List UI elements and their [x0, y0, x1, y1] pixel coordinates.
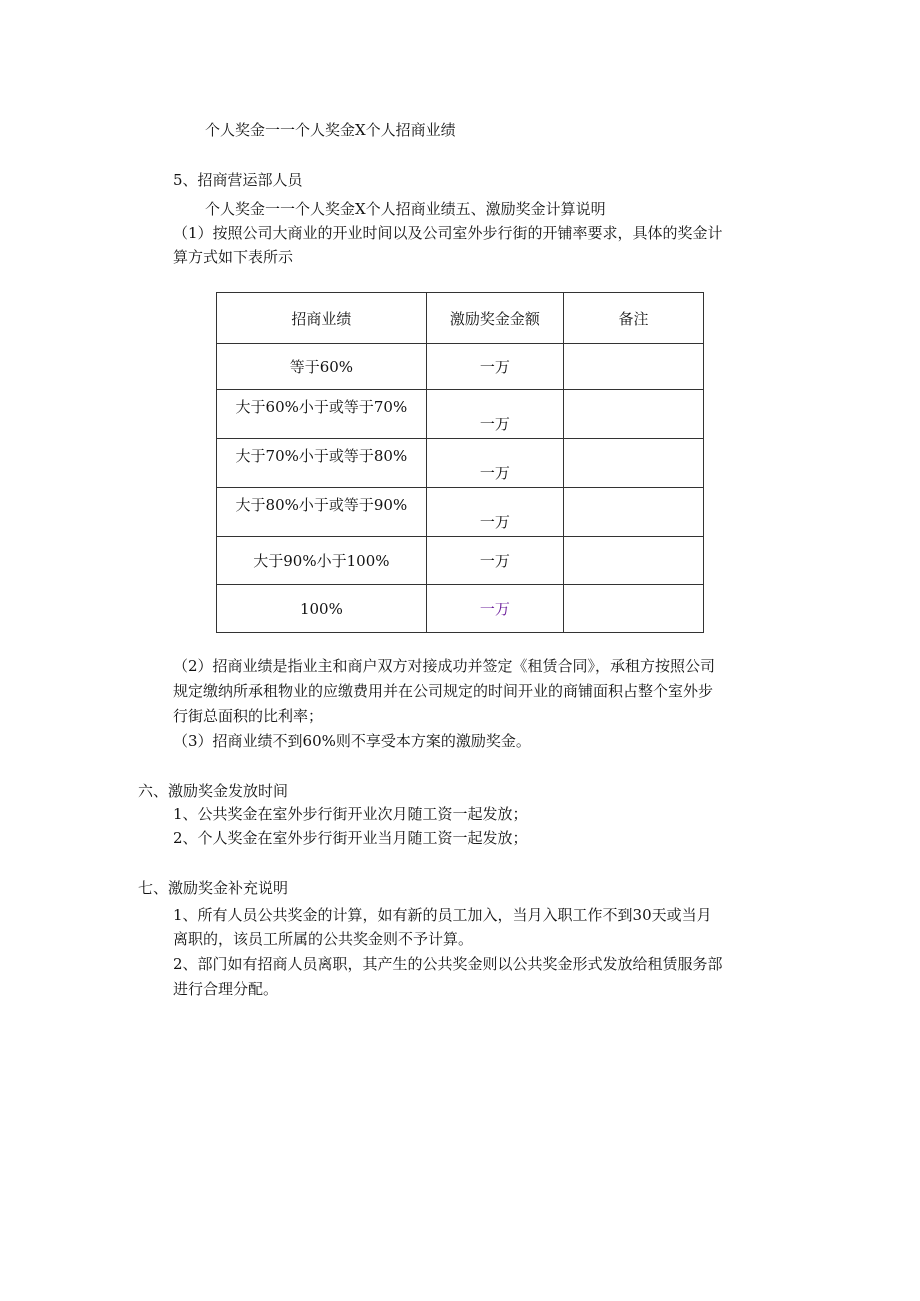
- table-row: [217, 439, 704, 488]
- cell-amount: [426, 390, 563, 439]
- cell-performance: 100%: [217, 585, 427, 633]
- cell-note: [563, 390, 703, 439]
- paragraph-personal-bonus-formula-2: 个人奖金一一个人奖金X个人招商业绩五、激励奖金计算说明: [205, 200, 606, 218]
- cell-performance-text: 大于80%小于或等于90%: [235, 496, 408, 514]
- section-7-item-1-line1: 1、所有人员公共奖金的计算，如有新的员工加入，当月入职工作不到30天或当月: [173, 906, 712, 924]
- cell-performance: 等于60%: [217, 344, 427, 390]
- cell-amount: 一万: [426, 585, 563, 633]
- section-6-title: 六、激励奖金发放时间: [138, 782, 289, 800]
- paragraph-personal-bonus-formula: 个人奖金一一个人奖金X个人招商业绩: [205, 121, 456, 139]
- cell-performance-text: 大于60%小于或等于70%: [235, 398, 408, 416]
- table-row: [217, 585, 704, 633]
- cell-note: [563, 537, 703, 585]
- header-note: 备注: [563, 293, 703, 344]
- header-bonus-amount: 激励奖金金额: [426, 293, 563, 344]
- cell-note: [563, 344, 703, 390]
- paragraph-calculation-intro-line2: 算方式如下表所示: [173, 248, 294, 266]
- header-performance: 招商业绩: [217, 293, 427, 344]
- cell-amount-text: 一万: [479, 513, 510, 531]
- heading-investment-operations-staff: 5、招商营运部人员: [173, 171, 303, 189]
- cell-amount: 一万: [426, 344, 563, 390]
- paragraph-calculation-intro-line1: （1）按照公司大商业的开业时间以及公司室外步行街的开铺率要求，具体的奖金计: [173, 224, 723, 242]
- cell-performance-text: 大于70%小于或等于80%: [235, 447, 408, 465]
- note-2-line2: 规定缴纳所承租物业的应缴费用并在公司规定的时间开业的商铺面积占整个室外步: [173, 682, 714, 700]
- table-row: [217, 537, 704, 585]
- table-row: [217, 488, 704, 537]
- cell-amount-text: 一万: [479, 415, 510, 433]
- table-row: [217, 390, 704, 439]
- section-7-item-2-line2: 进行合理分配。: [173, 980, 279, 998]
- cell-amount: [426, 439, 563, 488]
- section-7-title: 七、激励奖金补充说明: [138, 879, 289, 897]
- note-3: （3）招商业绩不到60%则不享受本方案的激励奖金。: [173, 732, 531, 750]
- cell-performance: [217, 439, 427, 488]
- cell-amount: 一万: [426, 537, 563, 585]
- cell-performance: [217, 390, 427, 439]
- section-7-item-2-line1: 2、部门如有招商人员离职，其产生的公共奖金则以公共奖金形式发放给租赁服务部: [173, 955, 723, 973]
- note-2-line1: （2）招商业绩是指业主和商户双方对接成功并签定《租赁合同》，承租方按照公司: [173, 657, 716, 675]
- section-7-item-1-line2: 离职的，该员工所属的公共奖金则不予计算。: [173, 930, 474, 948]
- section-6-item-2: 2、个人奖金在室外步行街开业当月随工资一起发放；: [173, 829, 528, 847]
- cell-performance: [217, 488, 427, 537]
- table-row: [217, 344, 704, 390]
- cell-note: [563, 439, 703, 488]
- section-6-item-1: 1、公共奖金在室外步行街开业次月随工资一起发放；: [173, 805, 528, 823]
- cell-amount: [426, 488, 563, 537]
- cell-amount-text: 一万: [479, 464, 510, 482]
- table-header-row: [217, 293, 704, 344]
- bonus-table: [216, 292, 704, 633]
- cell-note: [563, 585, 703, 633]
- cell-performance: 大于90%小于100%: [217, 537, 427, 585]
- cell-note: [563, 488, 703, 537]
- note-2-line3: 行街总面积的比利率；: [173, 707, 324, 725]
